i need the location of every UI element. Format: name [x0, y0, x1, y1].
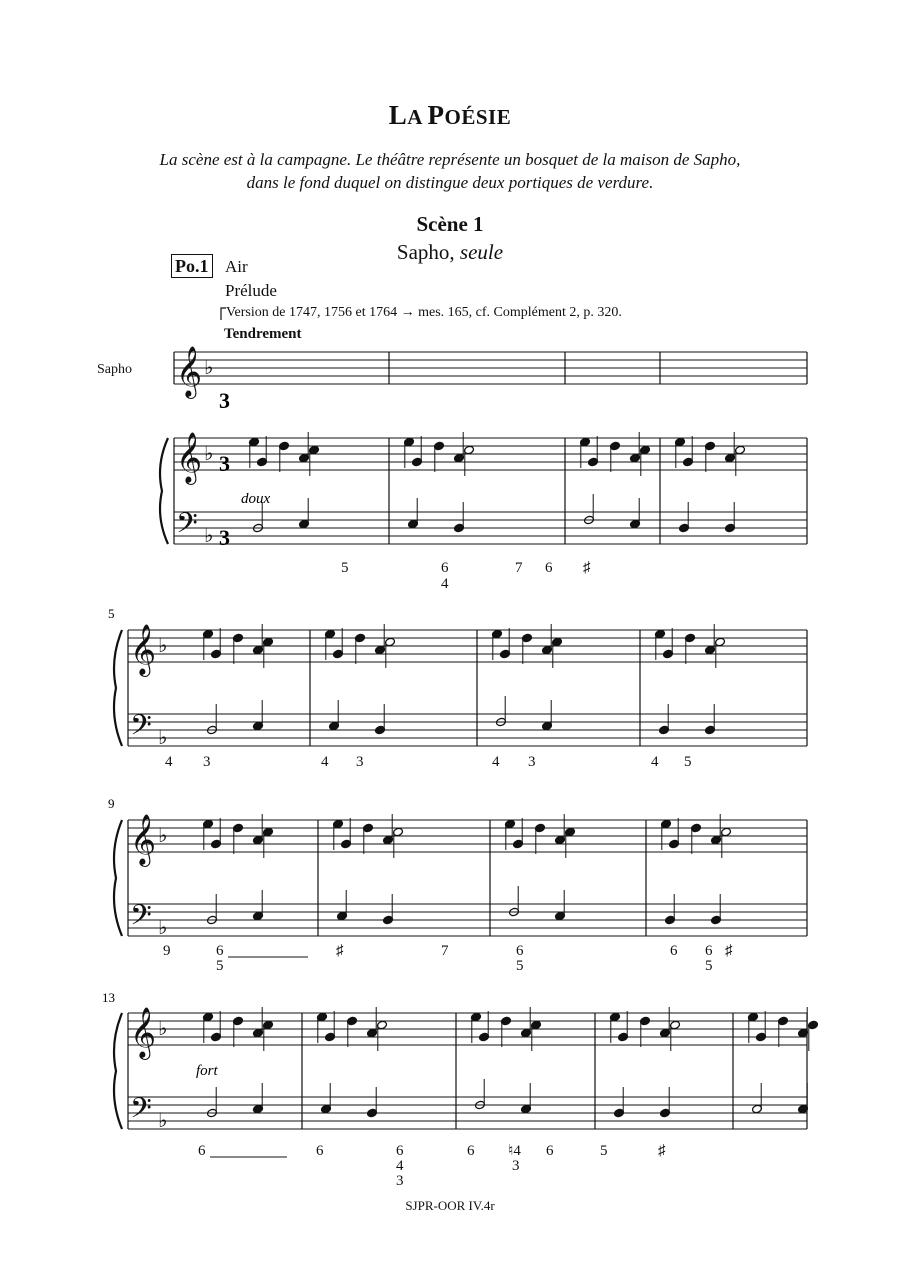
svg-text:7: 7: [515, 560, 523, 576]
svg-text:3: 3: [512, 1158, 520, 1174]
bass-clef: 𝄢: [176, 507, 198, 547]
flat-key-signature: ♭: [158, 725, 168, 749]
figured-bass-2: [165, 754, 692, 770]
svg-text:6: 6: [467, 1143, 475, 1159]
svg-text:6: 6: [545, 560, 553, 576]
flat-key-signature: ♭: [158, 823, 168, 847]
svg-text:♯: ♯: [336, 943, 344, 959]
scene-heading: Scène 1: [416, 212, 484, 236]
svg-text:9: 9: [163, 943, 171, 959]
version-note: Version de 1747, 1756 et 1764 → mes. 165, cf. Complément 2, p. 320.: [226, 305, 622, 320]
svg-text:5: 5: [516, 958, 524, 974]
flat-key-signature: ♭: [204, 523, 214, 547]
svg-text:4: 4: [321, 754, 329, 770]
version-bracket: [221, 308, 226, 320]
piece-section: Prélude: [225, 281, 277, 300]
svg-text:3: 3: [203, 754, 211, 770]
scene-description-line1: La scène est à la campagne. Le théâtre représente un bosquet de la maison de Sapho,: [159, 150, 741, 169]
time-sig-voice: 3: [219, 388, 230, 413]
svg-text:6: 6: [316, 1143, 324, 1159]
flat-key-signature: ♭: [158, 915, 168, 939]
flat-key-signature: ♭: [158, 1016, 168, 1040]
notes: [203, 432, 819, 1118]
cast-line: Sapho, seule: [396, 240, 504, 264]
bass-clef: 𝄢: [130, 899, 152, 939]
svg-text:♯: ♯: [725, 943, 733, 959]
tempo-marking: Tendrement: [224, 326, 302, 342]
voice-label: Sapho: [97, 362, 132, 377]
svg-text:4: 4: [492, 754, 500, 770]
svg-text:6: 6: [198, 1143, 206, 1159]
svg-text:4: 4: [165, 754, 173, 770]
svg-text:4: 4: [441, 576, 449, 592]
figured-bass-3: [163, 943, 733, 974]
barlines: [114, 352, 807, 1129]
treble-clef: 𝄞: [176, 346, 203, 397]
grand-staff-brace: [114, 820, 122, 936]
piece-type: Air: [225, 257, 248, 276]
svg-text:6: 6: [546, 1143, 554, 1159]
svg-text:♯: ♯: [658, 1143, 666, 1159]
grand-staff-brace: [114, 1013, 122, 1129]
grand-staff-brace: [114, 630, 122, 746]
svg-text:3: 3: [356, 754, 364, 770]
clefs: [130, 346, 213, 1132]
piece-number: Po.1: [171, 254, 213, 278]
time-sig-treble: 3: [219, 451, 230, 476]
flat-key-signature: ♭: [204, 355, 214, 379]
flat-key-signature: ♭: [158, 1108, 168, 1132]
svg-text:7: 7: [441, 943, 449, 959]
svg-text:6: 6: [396, 1143, 404, 1159]
svg-text:3: 3: [528, 754, 536, 770]
svg-text:5: 5: [216, 958, 224, 974]
scene-description-line2: dans le fond duquel on distingue deux portiques de verdure.: [246, 173, 654, 192]
page-reference: SJPR-OOR IV.4r: [405, 1198, 495, 1213]
flat-key-signature: ♭: [158, 633, 168, 657]
bass-clef: 𝄢: [130, 709, 152, 749]
svg-text:♯: ♯: [583, 560, 591, 576]
svg-text:6: 6: [441, 560, 449, 576]
svg-text:6: 6: [216, 943, 224, 959]
svg-text:4: 4: [396, 1158, 404, 1174]
dynamic-doux: doux: [241, 491, 271, 507]
figured-bass-1: [341, 560, 591, 592]
measure-number-5: 5: [108, 606, 115, 621]
svg-text:6: 6: [670, 943, 678, 959]
svg-text:5: 5: [600, 1143, 608, 1159]
svg-text:5: 5: [705, 958, 713, 974]
treble-clef: 𝄞: [130, 624, 157, 675]
grand-staff-brace: [160, 438, 168, 544]
svg-text:♮4: ♮4: [508, 1143, 521, 1159]
bass-clef: 𝄢: [130, 1092, 152, 1132]
svg-text:3: 3: [396, 1173, 404, 1189]
time-sig-bass: 3: [219, 525, 230, 550]
svg-text:5: 5: [341, 560, 349, 576]
measure-number-13: 13: [102, 990, 115, 1005]
svg-text:5: 5: [684, 754, 692, 770]
svg-text:6: 6: [705, 943, 713, 959]
flat-key-signature: ♭: [204, 441, 214, 465]
page-title: LA POÉSIE: [388, 100, 512, 130]
treble-clef: 𝄞: [130, 1007, 157, 1058]
measure-number-9: 9: [108, 796, 115, 811]
dynamic-fort: fort: [196, 1063, 218, 1079]
svg-text:4: 4: [651, 754, 659, 770]
svg-text:6: 6: [516, 943, 524, 959]
treble-clef: 𝄞: [130, 814, 157, 865]
treble-clef: 𝄞: [176, 432, 203, 483]
figured-bass-4: [198, 1143, 666, 1189]
